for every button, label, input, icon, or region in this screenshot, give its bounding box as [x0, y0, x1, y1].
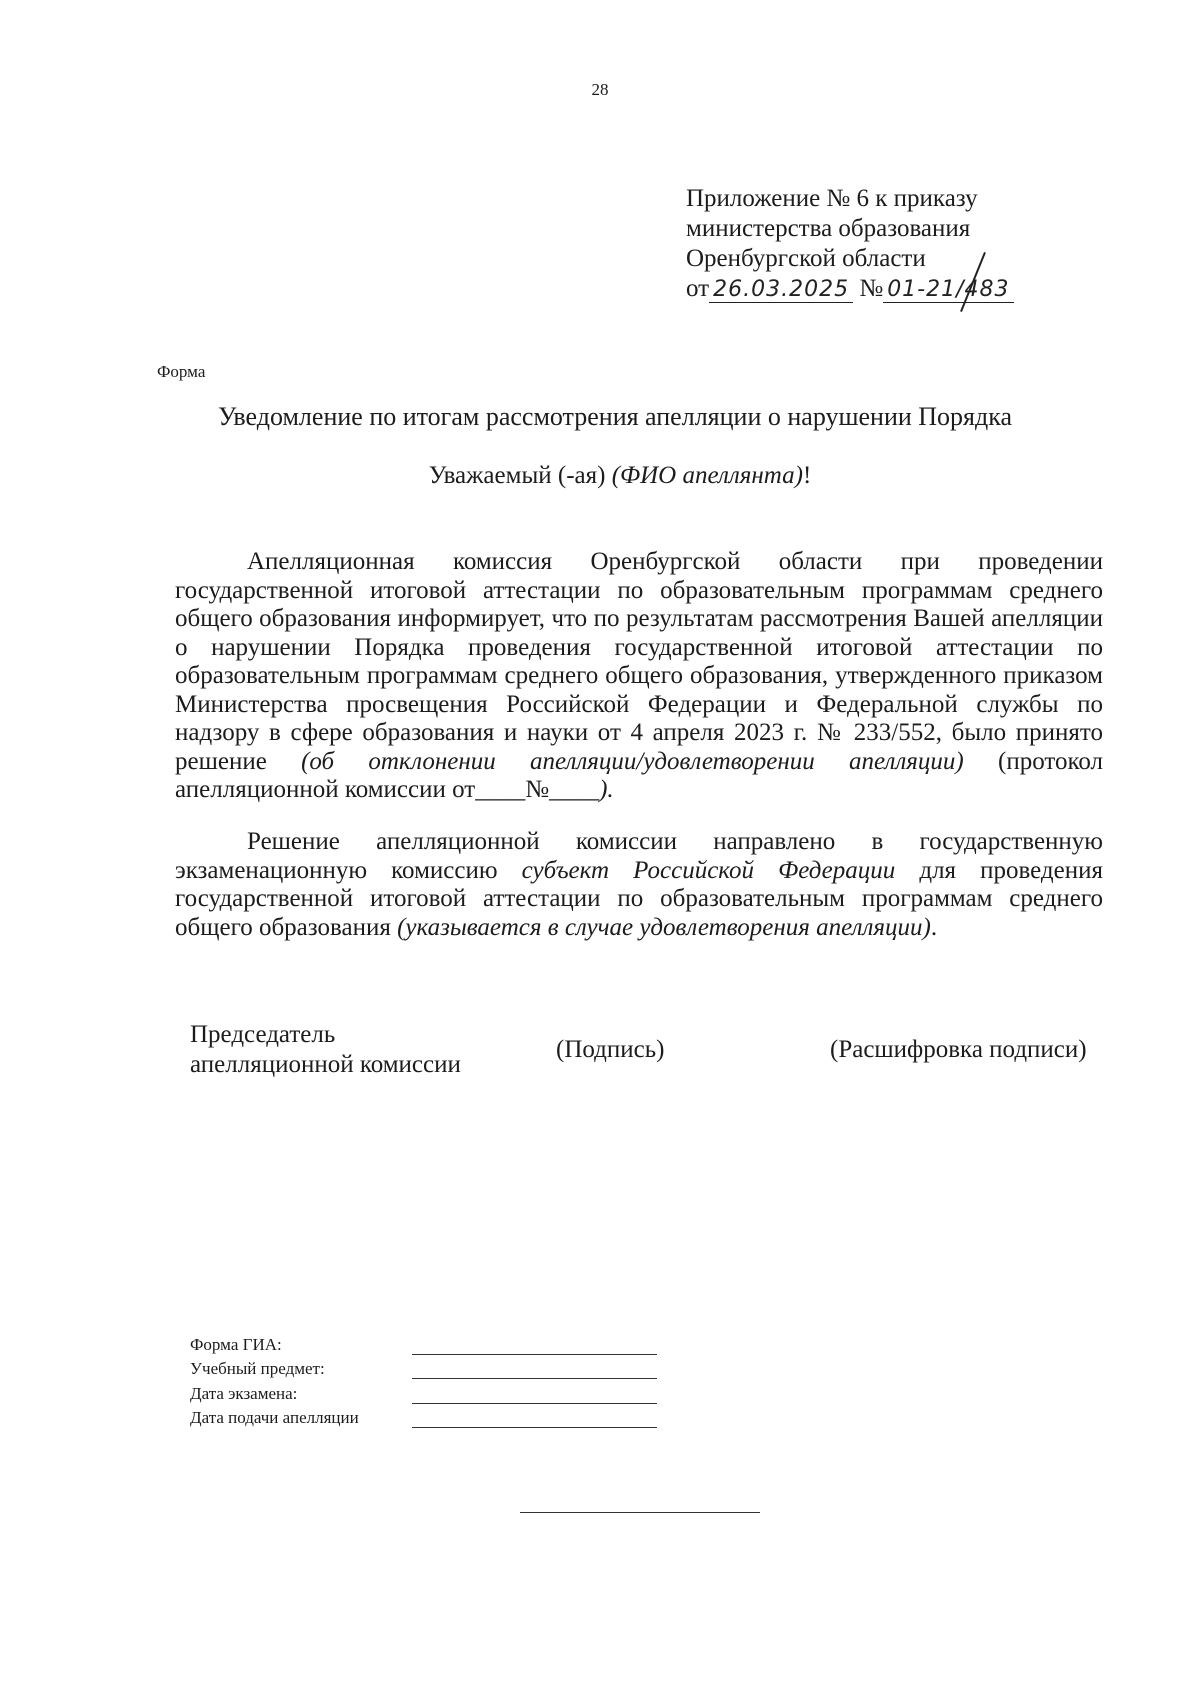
- body-paragraph-1: [175, 548, 1103, 805]
- p2-note: (указывается в случае удовлетворения апелляции): [397, 913, 931, 941]
- p1-decision: (об отклонении апелляции/удовлетворении апелляции): [301, 747, 964, 775]
- blank-line: [412, 1411, 657, 1428]
- form-label: Форма: [157, 362, 206, 381]
- appendix-header: [686, 184, 1116, 304]
- greeting-name-placeholder: (ФИО апеллянта): [611, 462, 803, 489]
- appendix-line-3: Оренбургской области: [686, 245, 926, 272]
- meta-label: Форма ГИА:: [190, 1334, 282, 1354]
- p1-protocol: (протокол апелляционной комиссии от____№____: [175, 747, 1103, 803]
- body-paragraph-2: [175, 828, 1103, 942]
- handwritten-number: 01-21/483: [883, 278, 1013, 303]
- handwritten-date: 26.03.2025: [709, 278, 853, 303]
- blank-line: [412, 1362, 657, 1379]
- meta-label: Дата подачи апелляции: [190, 1408, 359, 1427]
- p2-text-2: для проведения государственной итоговой аттестации по образовательным программам среднего общего образования: [175, 856, 1103, 941]
- meta-row-subject: [190, 1355, 657, 1380]
- appendix-line-1: Приложение № 6 к приказу: [686, 185, 978, 212]
- appendix-date-line: [686, 274, 1116, 304]
- greeting-prefix: Уважаемый (-ая): [428, 462, 612, 489]
- document-title: Уведомление по итогам рассмотрения апелляции о нарушении Порядка: [217, 402, 1013, 431]
- blank-line: [412, 1387, 657, 1404]
- meta-row-form: [190, 1330, 657, 1355]
- signature-placeholder: (Подпись): [556, 1036, 665, 1063]
- p2-subject: субъект Российской Федерации: [521, 856, 896, 884]
- p1-end: ).: [599, 776, 614, 803]
- greeting-suffix: !: [802, 462, 812, 489]
- page-number: 28: [591, 80, 609, 99]
- signature-decode-placeholder: (Расшифровка подписи): [830, 1036, 1087, 1063]
- date-prefix: от: [686, 275, 710, 302]
- meta-label: Учебный предмет:: [190, 1359, 325, 1378]
- chair-line-2: апелляционной комиссии: [190, 1051, 461, 1078]
- p1-text: Апелляционная комиссия Оренбургской области при проведении государственной итоговой аттестации по образовательным программам среднего общего образования информирует, что по результатам рассмотрения Вашей апелляции о нарушении Порядка проведения государственной итоговой аттестации по образовательным программам среднего общего образования, утвержденного приказом Министерства просвещения Российской Федерации и Федеральной службы по надзору в сфере образования и науки от 4 апреля 2023 г. № 233/552, было принято решение: [175, 548, 1103, 775]
- signature-chair: [190, 1020, 461, 1080]
- exam-meta-block: [190, 1330, 657, 1428]
- meta-label: Дата экзамена:: [190, 1383, 298, 1403]
- appendix-line-2: министерства образования: [686, 215, 971, 242]
- meta-row-exam-date: [190, 1379, 657, 1404]
- blank-line: [412, 1338, 657, 1355]
- p2-text: Решение апелляционной комиссии направлено в государственную экзаменационную комиссию: [175, 828, 1103, 884]
- greeting: [0, 462, 1200, 490]
- end-divider: [520, 1512, 760, 1513]
- chair-line-1: Председатель: [190, 1021, 336, 1048]
- p2-end: .: [930, 913, 938, 941]
- number-prefix: №: [859, 275, 884, 302]
- meta-row-appeal-date: [190, 1404, 657, 1429]
